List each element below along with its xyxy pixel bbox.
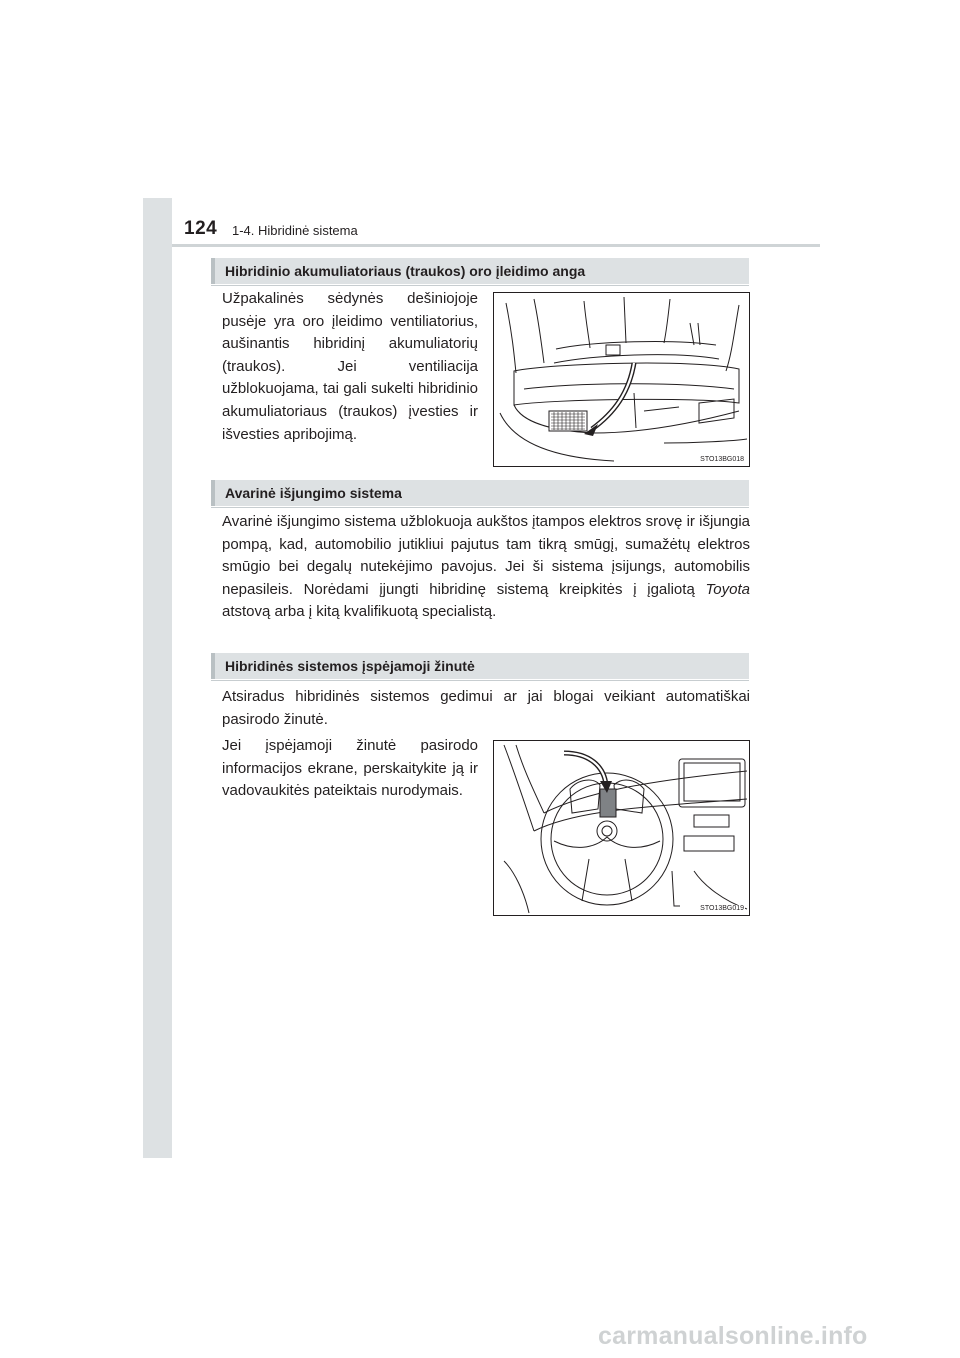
figure-rear-seat-air-intake [493, 292, 750, 467]
figure-dashboard-display [493, 740, 750, 916]
info-display-highlight [600, 789, 616, 817]
emergency-shutoff-text-end: atstovą arba į kitą kvalifikuotą specialistą. [222, 603, 497, 621]
page-side-tab [143, 198, 172, 1158]
warning-message-paragraph-1: Atsiradus hibridinės sistemos gedimui ar jai blogai veikiant automatiškai pasirodo žinutė. [222, 688, 750, 728]
warning-message-paragraph-2: Jei įspėjamoji žinutė pasirodo informacijos ekrane, perskaitykite ją ir vadovaukitės pateiktais nurodymais. [222, 737, 478, 800]
section-heading-warning-message: Hibridinės sistemos įspėjamoji žinutė [211, 653, 749, 679]
watermark: carmanualsonline.info [598, 1322, 868, 1350]
section-heading-emergency-shutoff: Avarinė išjungimo sistema [211, 480, 749, 506]
air-intake-paragraph: Užpakalinės sėdynės dešiniojoje pusėje yra oro įleidimo ventiliatorius, aušinantis hibridinį akumuliatorių (traukos). Jei ventiliacija užblokuojama, tai gali sukelti hibridinio akumuliatoriaus (traukos) įvesties ir išvesties apribojimą. [222, 290, 478, 443]
figure-code: STO13BG019 [700, 905, 744, 912]
figure-code: STO13BG018 [700, 456, 744, 463]
brand-name: Toyota [705, 580, 750, 598]
section-heading-air-intake: Hibridinio akumuliatoriaus (traukos) oro įleidimo anga [211, 258, 749, 284]
emergency-shutoff-paragraph [222, 511, 750, 624]
rear-seat-illustration [494, 293, 749, 466]
header-rule [172, 244, 820, 247]
page-number: 124 [184, 218, 218, 239]
dashboard-illustration [494, 741, 749, 915]
chapter-title: 1-4. Hibridinė sistema [232, 223, 358, 238]
emergency-shutoff-text-start: Avarinė išjungimo sistema užblokuoja aukštos įtampos elektros srovę ir išjungia pompą, kad, automobilio jutikliui pajutus tam tikrą smūgį, sumažėtų elektros smūgio bei degalų nutekėjimo pavojus. Jei ši sistema įsijungs, automobilis nepasileis. Norėdami įjungti hibridinę sistemą kreipkitės į įgaliotą [222, 513, 750, 598]
